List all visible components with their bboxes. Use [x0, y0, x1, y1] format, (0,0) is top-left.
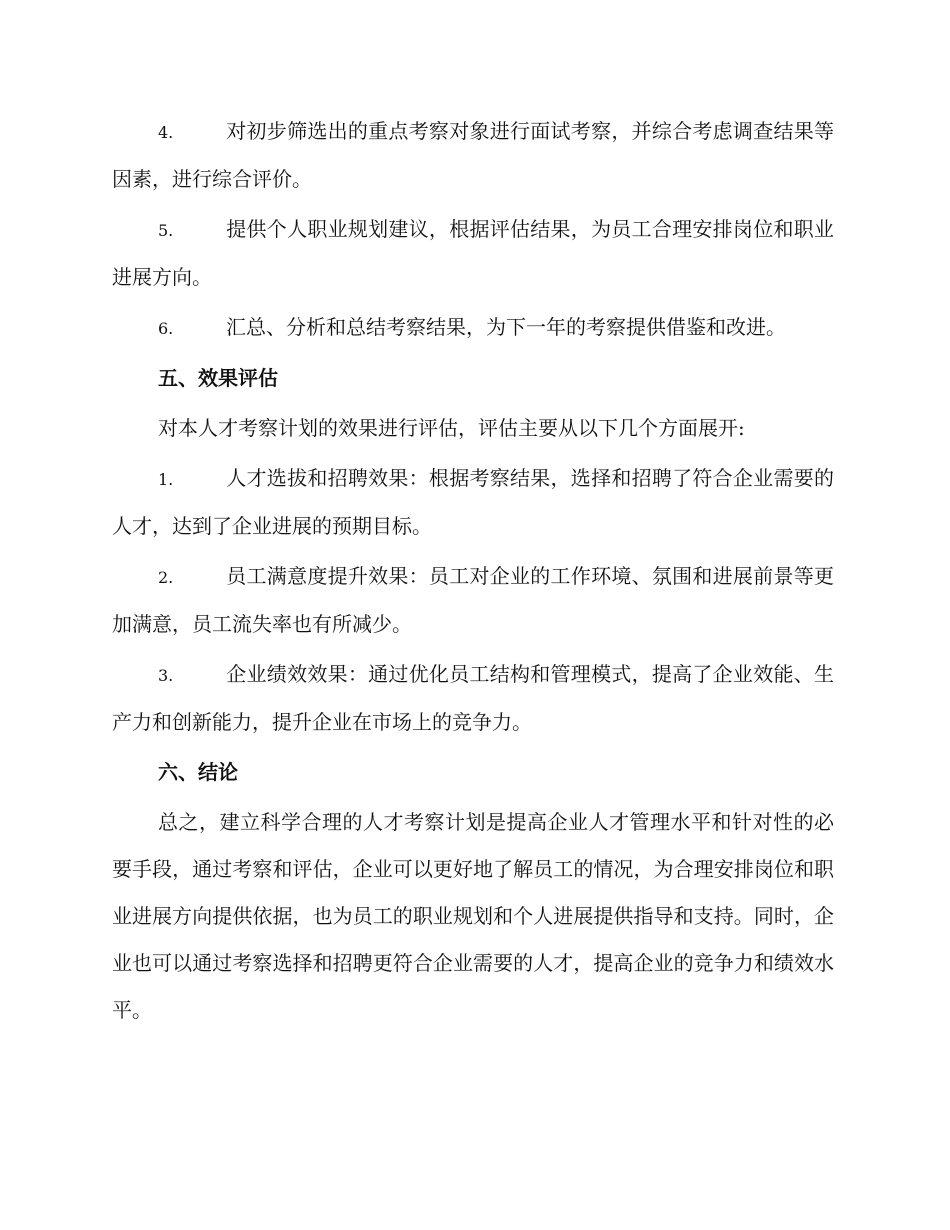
list-text: 企业绩效效果：通过优化员工结构和管理模式，提高了企业效能、生产力和创新能力，提升企业在市场上的竞争力。 [112, 662, 834, 734]
list-item [112, 651, 834, 746]
list-text: 员工满意度提升效果：员工对企业的工作环境、氛围和进展前景等更加满意，员工流失率也有所减少。 [112, 564, 834, 636]
list-number: 3. [158, 666, 174, 685]
list-item [112, 304, 834, 352]
list-item [112, 206, 834, 301]
section-intro: 对本人才考察计划的效果进行评估，评估主要从以下几个方面展开: [158, 416, 745, 440]
document-content [112, 108, 834, 1037]
list-item [112, 108, 834, 203]
list-text: 汇总、分析和总结考察结果，为下一年的考察提供借鉴和改进。 [226, 315, 786, 339]
list-number: 2. [158, 568, 174, 587]
section-heading: 六、结论 [158, 760, 238, 784]
list-number: 5. [158, 221, 174, 240]
list-item [112, 553, 834, 648]
section-heading: 五、效果评估 [158, 366, 278, 390]
list-number: 4. [158, 123, 174, 142]
list-item [112, 455, 834, 550]
list-number: 1. [158, 470, 174, 489]
list-text: 提供个人职业规划建议，根据评估结果，为员工合理安排岗位和职业进展方向。 [112, 217, 834, 289]
list-number: 6. [158, 319, 174, 338]
list-text: 人才选拔和招聘效果：根据考察结果，选择和招聘了符合企业需要的人才，达到了企业进展的预期目标。 [112, 466, 834, 538]
conclusion-paragraph: 总之，建立科学合理的人才考察计划是提高企业人才管理水平和针对性的必要手段，通过考察和评估，企业可以更好地了解员工的情况，为合理安排岗位和职业进展方向提供依据，也为员工的职业规划和个人进展提供指导和支持。同时，企业也可以通过考察选择和招聘更符合企业需要的人才，提高企业的竞争力和绩效水平。 [112, 810, 834, 1022]
list-text: 对初步筛选出的重点考察对象进行面试考察，并综合考虑调查结果等因素，进行综合评价。 [112, 119, 834, 191]
